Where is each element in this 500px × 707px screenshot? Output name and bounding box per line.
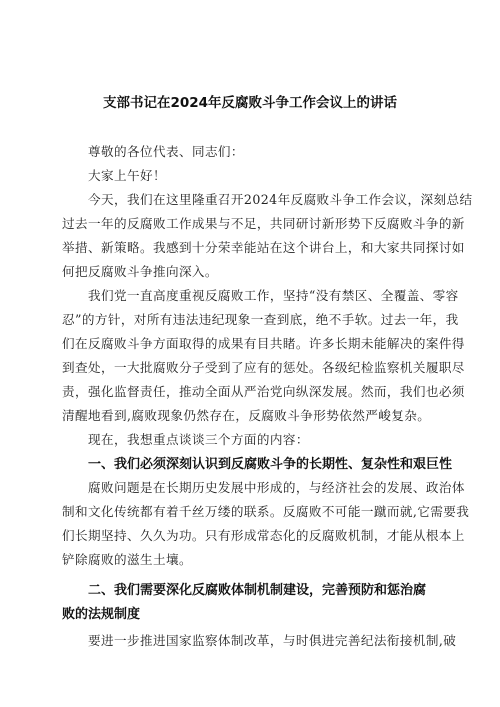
paragraph-3-line-2: 制和文化传统都有着千丝万缕的联系。反腐败不可能一蹴而就,它需要我	[62, 504, 470, 519]
paragraph-3-line-4: 铲除腐败的滋生土壤。	[62, 552, 192, 567]
section-heading-2-line-1: 二、我们需要深化反腐败体制机制建设，完善预防和惩治腐	[88, 583, 427, 598]
intro-line: 现在，我想重点谈谈三个方面的内容：	[88, 432, 309, 447]
paragraph-2-line-6: 清醒地看到,腐败现象仍然存在，反腐败斗争形势依然严峻复杂。	[62, 408, 431, 423]
section-heading-1: 一、我们必须深刻认识到反腐败斗争的长期性、复杂性和艰巨性	[88, 457, 453, 472]
section-heading-2-line-2: 败的法规制度	[62, 607, 141, 622]
paragraph-2-line-3: 们在反腐败斗争方面取得的成果有目共睹。许多长期未能解决的案件得	[62, 336, 465, 351]
paragraph-2-line-2: 忍”的方针，对所有违法违纪现象一查到底，绝不手软。过去一年，我	[62, 312, 459, 327]
paragraph-3-line-1: 腐败问题是在长期历史发展中形成的，与经济社会的发展、政治体	[88, 480, 465, 495]
paragraph-2-line-4: 到查处，一大批腐败分子受到了应有的惩处。各级纪检监察机关履职尽	[62, 360, 465, 375]
paragraph-1-line-2: 过去一年的反腐败工作成果与不足，共同研讨新形势下反腐败斗争的新	[62, 216, 465, 231]
paragraph-1-line-4: 何把反腐败斗争推向深入。	[62, 264, 218, 279]
paragraph-1-line-3: 举措、新策略。我感到十分荣幸能站在这个讲台上，和大家共同探讨如	[62, 240, 465, 255]
paragraph-2-line-1: 我们党一直高度重视反腐败工作，坚持“没有禁区、全覆盖、零容	[88, 288, 459, 303]
paragraph-4-line-1: 要进一步推进国家监察体制改革，与时俱进完善纪法衔接机制,破	[88, 633, 457, 648]
paragraph-3-line-3: 们长期坚持、久久为功。只有形成常态化的反腐败机制，才能从根本上	[62, 528, 465, 543]
paragraph-2-line-5: 责，强化监督责任，推动全面从严治党向纵深发展。然而，我们也必须	[62, 384, 465, 399]
greeting: 大家上午好！	[88, 168, 166, 183]
salutation: 尊敬的各位代表、同志们：	[88, 144, 244, 159]
paragraph-1-line-1: 今天，我们在这里隆重召开2024年反腐败斗争工作会议，深刻总结	[88, 192, 473, 207]
speech-title: 支部书记在2024年反腐败斗争工作会议上的讲话	[102, 95, 398, 111]
